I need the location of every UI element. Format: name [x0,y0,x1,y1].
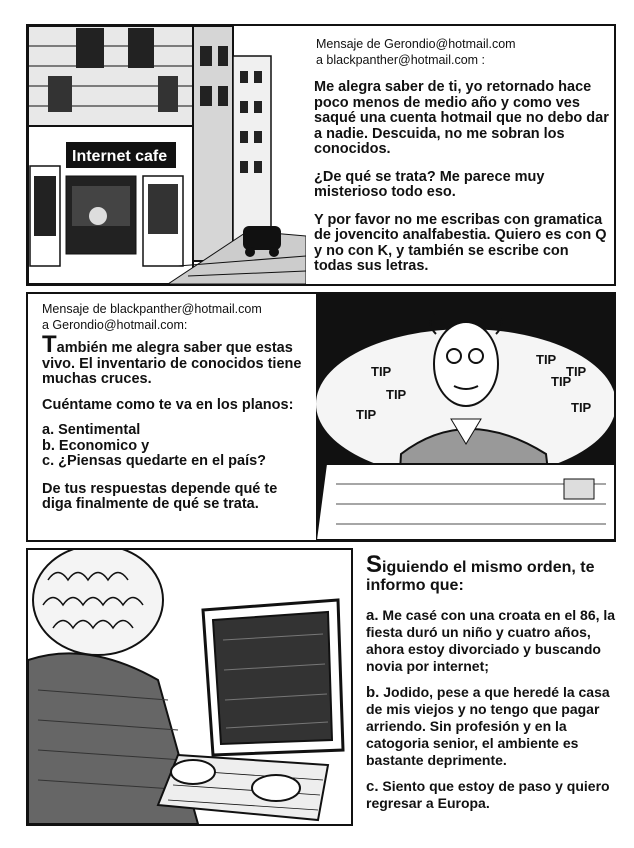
sfx-tip-3: TIP [356,407,377,422]
panel1-header-from: Mensaje de Gerondio@hotmail.com [316,37,516,51]
internet-cafe-street-illustration [28,26,306,284]
panel3-lead [366,551,616,595]
panel3-item-b [366,684,616,769]
panel2-closing: De tus respuestas depende qué te diga finalmente de qué se trata. [42,480,278,512]
man-at-computer-illustration [28,550,351,824]
sfx-tip-6: TIP [571,400,592,415]
panel2-header-from: Mensaje de blackpanther@hotmail.com [42,302,262,316]
item-text: Siento que estoy de paso y quiero regresar a Europa. [366,778,610,811]
panel2-list [42,423,310,470]
panel2-header-to: a Gerondio@hotmail.com: [42,318,188,332]
panel2-dropcap: T [42,331,57,358]
panel1-message [314,80,610,287]
panel1-header [316,36,516,68]
panel3-message [366,551,616,821]
panel2-ask: Cuéntame como te va en los planos: [42,396,294,413]
sfx-tip-1: TIP [371,364,392,379]
panel1-paragraph-2: ¿De qué se trata? Me parece muy misterioso todo eso. [314,168,545,200]
panel1-paragraph-3: Y por favor no me escribas con gramatica de jovencito analfabestia. Quiero es con Q y no con K, y también se escribe con todas sus letras. [314,211,607,274]
panel2-header [42,301,262,333]
panel2-list-item: b. Economico y [42,437,150,454]
sfx-tip-4: TIP [536,352,557,367]
sfx-tip-7: TIP [566,364,587,379]
item-label: b. [366,684,380,701]
panel-3 [26,548,353,826]
sfx-tip-2: TIP [386,387,407,402]
panel2-intro [42,331,310,388]
item-text: Jodido, pese a que heredé la casa de mis viejos y no tengo que pagar arriendo. Sin profesión y en la catogoria senior, el ambiente es bastante deprimente. [366,684,610,768]
panel3-item-a [366,607,616,675]
cafe-sign-text: Internet cafe [72,148,168,165]
panel3-item-c [366,778,616,812]
panel2-intro-text: ambién me alegra saber que estas vivo. El inventario de conocidos tiene muchas cruces. [42,340,302,387]
sfx-tip-5: TIP [551,374,572,389]
item-label: c. [366,778,379,795]
item-text: Me casé con una croata en el 86, la fiesta duró un niño y cuatro años, ahora estoy divorciado y buscando novia por internet; [366,607,616,674]
panel2-message [42,331,310,523]
panel3-dropcap: S [366,551,383,578]
panel1-paragraph-1: Me alegra saber de ti, yo retornado hace poco menos de medio año y como ves saqué una cuenta hotmail que no debo dar a nadie. Descuida, no me sobran los conocidos. [314,79,609,157]
panel2-list-item: c. ¿Piensas quedarte en el país? [42,453,267,469]
man-typing-illustration [316,294,616,540]
panel3-lead-text: iguiendo el mismo orden, te informo que: [366,559,595,594]
panel1-header-to: a blackpanther@hotmail.com : [316,53,486,67]
item-label: a. [366,607,379,624]
panel2-list-item: a. Sentimental [42,422,141,438]
